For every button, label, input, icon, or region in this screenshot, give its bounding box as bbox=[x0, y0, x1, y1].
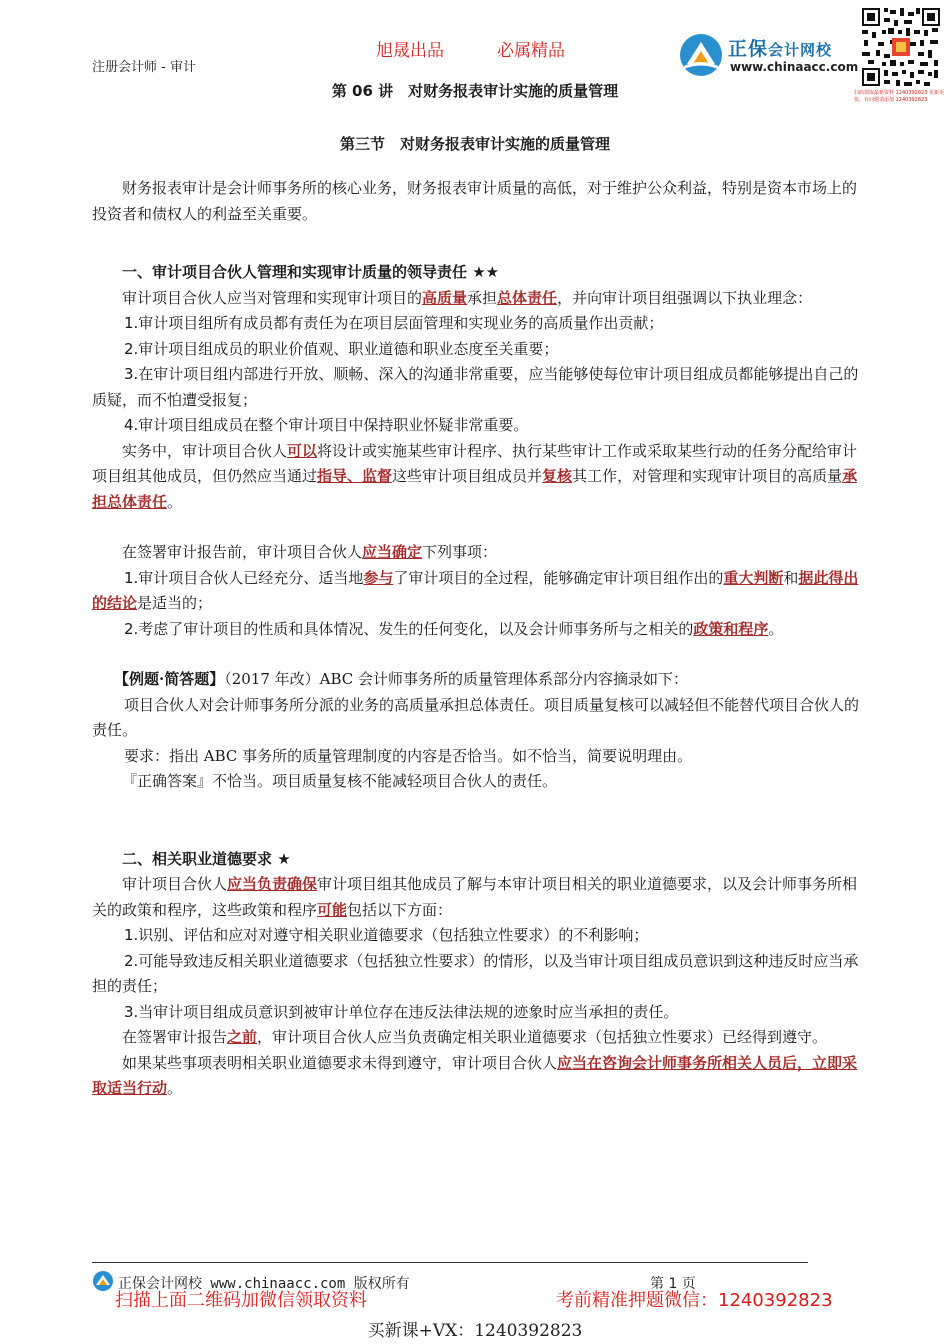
part2-paragraph-2: 在签署审计报告之前，审计项目合伙人应当负责确定相关职业道德要求（包括独立性要求）已经得到遵守。 bbox=[122, 1028, 828, 1046]
document-body bbox=[92, 176, 860, 1102]
logo-url: www.chinaacc.com bbox=[730, 60, 859, 74]
list-item: 3.在审计项目组内部进行开放、顺畅、深入的沟通非常重要，应当能够使每位审计项目组成员都能够提出自己的质疑，而不怕遭受报复； bbox=[92, 365, 859, 409]
promo-bottom-right: 考前精准押题微信：1240392823 bbox=[556, 1290, 833, 1311]
emphasis-may: 可能 bbox=[317, 900, 348, 919]
list-item: 4.审计项目组成员在整个审计项目中保持职业怀疑非常重要。 bbox=[124, 416, 529, 434]
part1-paragraph-2: 实务中，审计项目合伙人可以将设计或实施某些审计程序、执行某些审计工作或采取某些行动的任务分配给审计项目组其他成员，但仍然应当通过指导、监督这些审计项目组成员并复核其工作，对管理和实现审计项目的高质量承担总体责任。 bbox=[92, 441, 858, 511]
emphasis-significant-judgments: 重大判断 bbox=[723, 568, 784, 587]
list-item: 1.审计项目合伙人已经充分、适当地参与了审计项目的全过程，能够确定审计项目组作出的重大判断和据此得出的结论是适当的； bbox=[92, 568, 859, 612]
promo-bottom-left: 扫描上面二维码加微信领取资料 bbox=[115, 1290, 367, 1311]
list-item: 3.当审计项目组成员意识到被审计单位存在违反法律法规的迹象时应当承担的责任。 bbox=[124, 1002, 679, 1021]
emphasis-can: 可以 bbox=[287, 441, 318, 460]
emphasis-before: 之前 bbox=[227, 1028, 258, 1046]
part1-paragraph-3: 在签署审计报告前，审计项目合伙人应当确定下列事项： bbox=[122, 543, 498, 561]
logo-name-suffix: 会计网校 bbox=[768, 41, 833, 59]
promo-text-right: 必属精品 bbox=[497, 41, 565, 61]
footer-logo-icon bbox=[92, 1270, 114, 1292]
emphasis-overall-responsibility: 总体责任 bbox=[497, 288, 558, 307]
emphasis-policies: 政策和程序 bbox=[693, 619, 769, 638]
example-heading: 【例题·简答题】（2017 年改）ABC 会计师事务所的质量管理体系部分内容摘录如下： bbox=[114, 670, 689, 688]
emphasis-take-action: 应当在咨询会计师事务所相关人员后，立即采取适当行动 bbox=[92, 1053, 858, 1097]
promo-text-left: 旭晟出品 bbox=[376, 41, 444, 61]
emphasis-high-quality: 高质量 bbox=[422, 288, 468, 307]
footer-divider bbox=[92, 1262, 808, 1263]
intro-paragraph: 财务报表审计是会计师事务所的核心业务，财务报表审计质量的高低，对于维护公众利益，特别是资本市场上的投资者和债权人的利益至关重要。 bbox=[92, 179, 858, 223]
example-body: 项目合伙人对会计师事务所分派的业务的高质量承担总体责任。项目质量复核可以减轻但不能替代项目合伙人的责任。 bbox=[92, 695, 860, 739]
part1-heading: 一、审计项目合伙人管理和实现审计质量的领导责任 ★★ bbox=[122, 263, 500, 281]
example-answer: 『正确答案』不恰当。项目质量复核不能减轻项目合伙人的责任。 bbox=[122, 772, 558, 790]
list-item: 2.可能导致违反相关职业道德要求（包括独立性要求）的情形，以及当审计项目组成员意识到这种违反时应当承担的责任； bbox=[92, 951, 859, 995]
qr-caption: 扫码领取最新资料 1240392823 更新更快，有问题请添加 1240392823 bbox=[854, 90, 944, 103]
chinaacc-logo[interactable] bbox=[678, 30, 858, 80]
list-item: 1.识别、评估和应对对遵守相关职业道德要求（包括独立性要求）的不利影响； bbox=[124, 926, 649, 944]
logo-mark-icon bbox=[678, 32, 724, 78]
part2-paragraph-1: 审计项目合伙人应当负责确保审计项目组其他成员了解与本审计项目相关的职业道德要求，以及会计师事务所相关的政策和程序，这些政策和程序可能包括以下方面： bbox=[92, 875, 858, 919]
course-label: 注册会计师 - 审计 bbox=[92, 60, 196, 75]
footer-copyright: 正保会计网校 www.chinaacc.com 版权所有 bbox=[118, 1276, 410, 1292]
promo-buy-text: 买新课+VX：1240392823 bbox=[367, 1321, 583, 1341]
list-item: 2.审计项目组成员的职业价值观、职业道德和职业态度至关重要； bbox=[124, 339, 559, 358]
list-item: 1.审计项目组所有成员都有责任为在项目层面管理和实现业务的高质量作出贡献； bbox=[124, 314, 664, 332]
logo-name: 正保 bbox=[728, 38, 769, 60]
page-number: 第 1 页 bbox=[650, 1276, 696, 1292]
emphasis-participate: 参与 bbox=[363, 568, 394, 587]
lecture-title: 第 06 讲 对财务报表审计实施的质量管理 bbox=[331, 82, 619, 100]
emphasis-conclusions: 据此得出的结论 bbox=[92, 568, 859, 612]
emphasis-ensure: 应当负责确保 bbox=[227, 875, 318, 893]
qr-code-icon[interactable] bbox=[860, 6, 942, 88]
emphasis-guide-supervise: 指导、监督 bbox=[317, 467, 393, 485]
emphasis-should-determine: 应当确定 bbox=[362, 543, 423, 561]
list-item: 2.考虑了审计项目的性质和具体情况、发生的任何变化，以及会计师事务所与之相关的政策和程序。 bbox=[124, 619, 784, 638]
emphasis-take-responsibility: 承担总体责任 bbox=[92, 467, 858, 511]
emphasis-review: 复核 bbox=[542, 467, 573, 485]
part2-paragraph-3: 如果某些事项表明相关职业道德要求未得到遵守，审计项目合伙人应当在咨询会计师事务所相关人员后，立即采取适当行动。 bbox=[92, 1053, 858, 1097]
example-requirement: 要求：指出 ABC 事务所的质量管理制度的内容是否恰当。如不恰当，简要说明理由。 bbox=[124, 746, 693, 765]
section-title: 第三节 对财务报表审计实施的质量管理 bbox=[339, 135, 610, 153]
part2-heading: 二、相关职业道德要求 ★ bbox=[122, 849, 291, 868]
part1-paragraph-1: 审计项目合伙人应当对管理和实现审计项目的高质量承担总体责任，并向审计项目组强调以下执业理念： bbox=[122, 288, 813, 307]
